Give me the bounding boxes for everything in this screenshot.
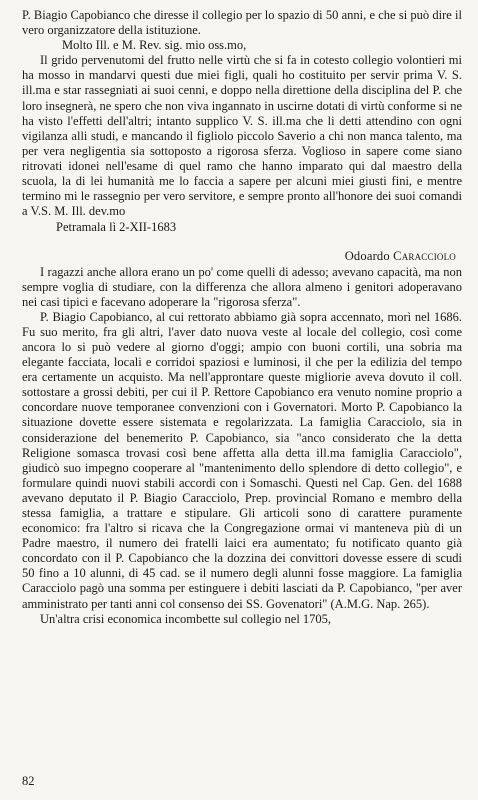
letter-signature xyxy=(22,249,462,264)
paragraph-intro: P. Biagio Capobianco che diresse il collegio per lo spazio di 50 anni, e che si può dire il vero organizzatore della istituzione. xyxy=(22,8,462,38)
letter-body: Il grido pervenutomi del frutto nelle virtù che si fa in cotesto collegio volontieri mi ha mosso in mandarvi questi due miei figli, quali ho costituito per servir prima V. S. ill.ma e star rassegniati ai suoi cenni, e doppo nella direttione della disciplina del P. che loro insegnerà, ne spero che non viva ingannato in uscirne dotati di virtù conforme si ne ha visto l'effetti dell'altri; intanto supplico V. S. ill.ma che li detti attendino con ogni vigilanza alli studi, e mancando il figliolo piccolo Saverio a chi non manca talento, ma per vera negligentia sia sottoposto a rigorosa sferza. Voglioso in sapere come siano ritrovati idonei nell'esame di quel ramo che hanno imparato qui dal maestro della scuola, la di lei humanità me lo faccia a sapere per alcuni miei giusti fini, e mentre termino mi le rassegnio per vero servitore, e sempre pronto all'honore dei suoi comandi a V.S. M. Ill. dev.mo xyxy=(22,53,462,219)
paragraph-crisis: Un'altra crisi economica incombette sul collegio nel 1705, xyxy=(40,611,332,626)
signature-first-name: Odoardo xyxy=(344,249,390,264)
letter-place-date: Petramala lì 2-XII-1683 xyxy=(56,220,177,235)
letter-greeting: Molto Ill. e M. Rev. sig. mio oss.mo, xyxy=(62,38,247,53)
page-number: 82 xyxy=(22,774,35,788)
paragraph-capobianco: P. Biagio Capobianco, al cui rettorato abbiamo già sopra accennato, morì nel 1686. Fu suo merito, fra gli altri, l'aver dato nuova veste al locale del collegio, così come ancora lo si può vedere al giorno d'oggi; ampio con buoni cortili, una sobria ma elegante facciata, locali e corridoi spaziosi e luminosi, il che per la edilizia del tempo era certamente un acquisto. Ma nell'approntare queste migliorie aveva dovuto il coll. sottostare a grossi debiti, per cui il P. Rettore Capobianco era venuto nomine proprio a concordare nuove temporanee convenzioni con i Governatori. Morto P. Capobianco la situazione dovette essere sistemata e regolarizzata. La famiglia Caracciolo, sia in considerazione del benemerito P. Capobianco, sia "anco considerato che la detta Religione somasca trovasi così bene affetta alla detta ill.ma famiglia Caracciolo", giudicò suo impegno cooperare al "mantenimento dello splendore di detto collegio", e formulare quindi nuovi stabili accordi con i Somaschi. Questi nel Cap. Gen. del 1688 avevano deputato il P. Biagio Caracciolo, Prep. provincial Romano e membro della stessa famiglia, a trattare e stipulare. Gli articoli sono di carattere puramente economico: fra l'altro si ricava che la Congregazione ormai vi manteneva più di un Padre maestro, il numero dei fratelli laici era aumentato; fu notificato quanto già concordato con il P. Capobianco che la dozzina dei convittori dovesse essere di scudi 50 fino a 10 alunni, di 45 cad. se il numero degli alunni fosse maggiore. La famiglia Caracciolo pagò una somma per estinguere i debiti lasciati da P. Capobianco, "per aver amministrato per tanti anni col consenso dei SS. Govenatori" (A.M.G. Nap. 265). xyxy=(22,309,462,611)
signature-last-name: Caracciolo xyxy=(393,249,456,264)
paragraph-commentary: I ragazzi anche allora erano un po' come quelli di adesso; avevano capacità, ma non sempre voglia di studiare, con la differenza che allora almeno i genitori adoperavano nei casi tipici e facevano adoperare la "rigorosa sferza". xyxy=(22,264,462,309)
document-page xyxy=(22,8,462,627)
